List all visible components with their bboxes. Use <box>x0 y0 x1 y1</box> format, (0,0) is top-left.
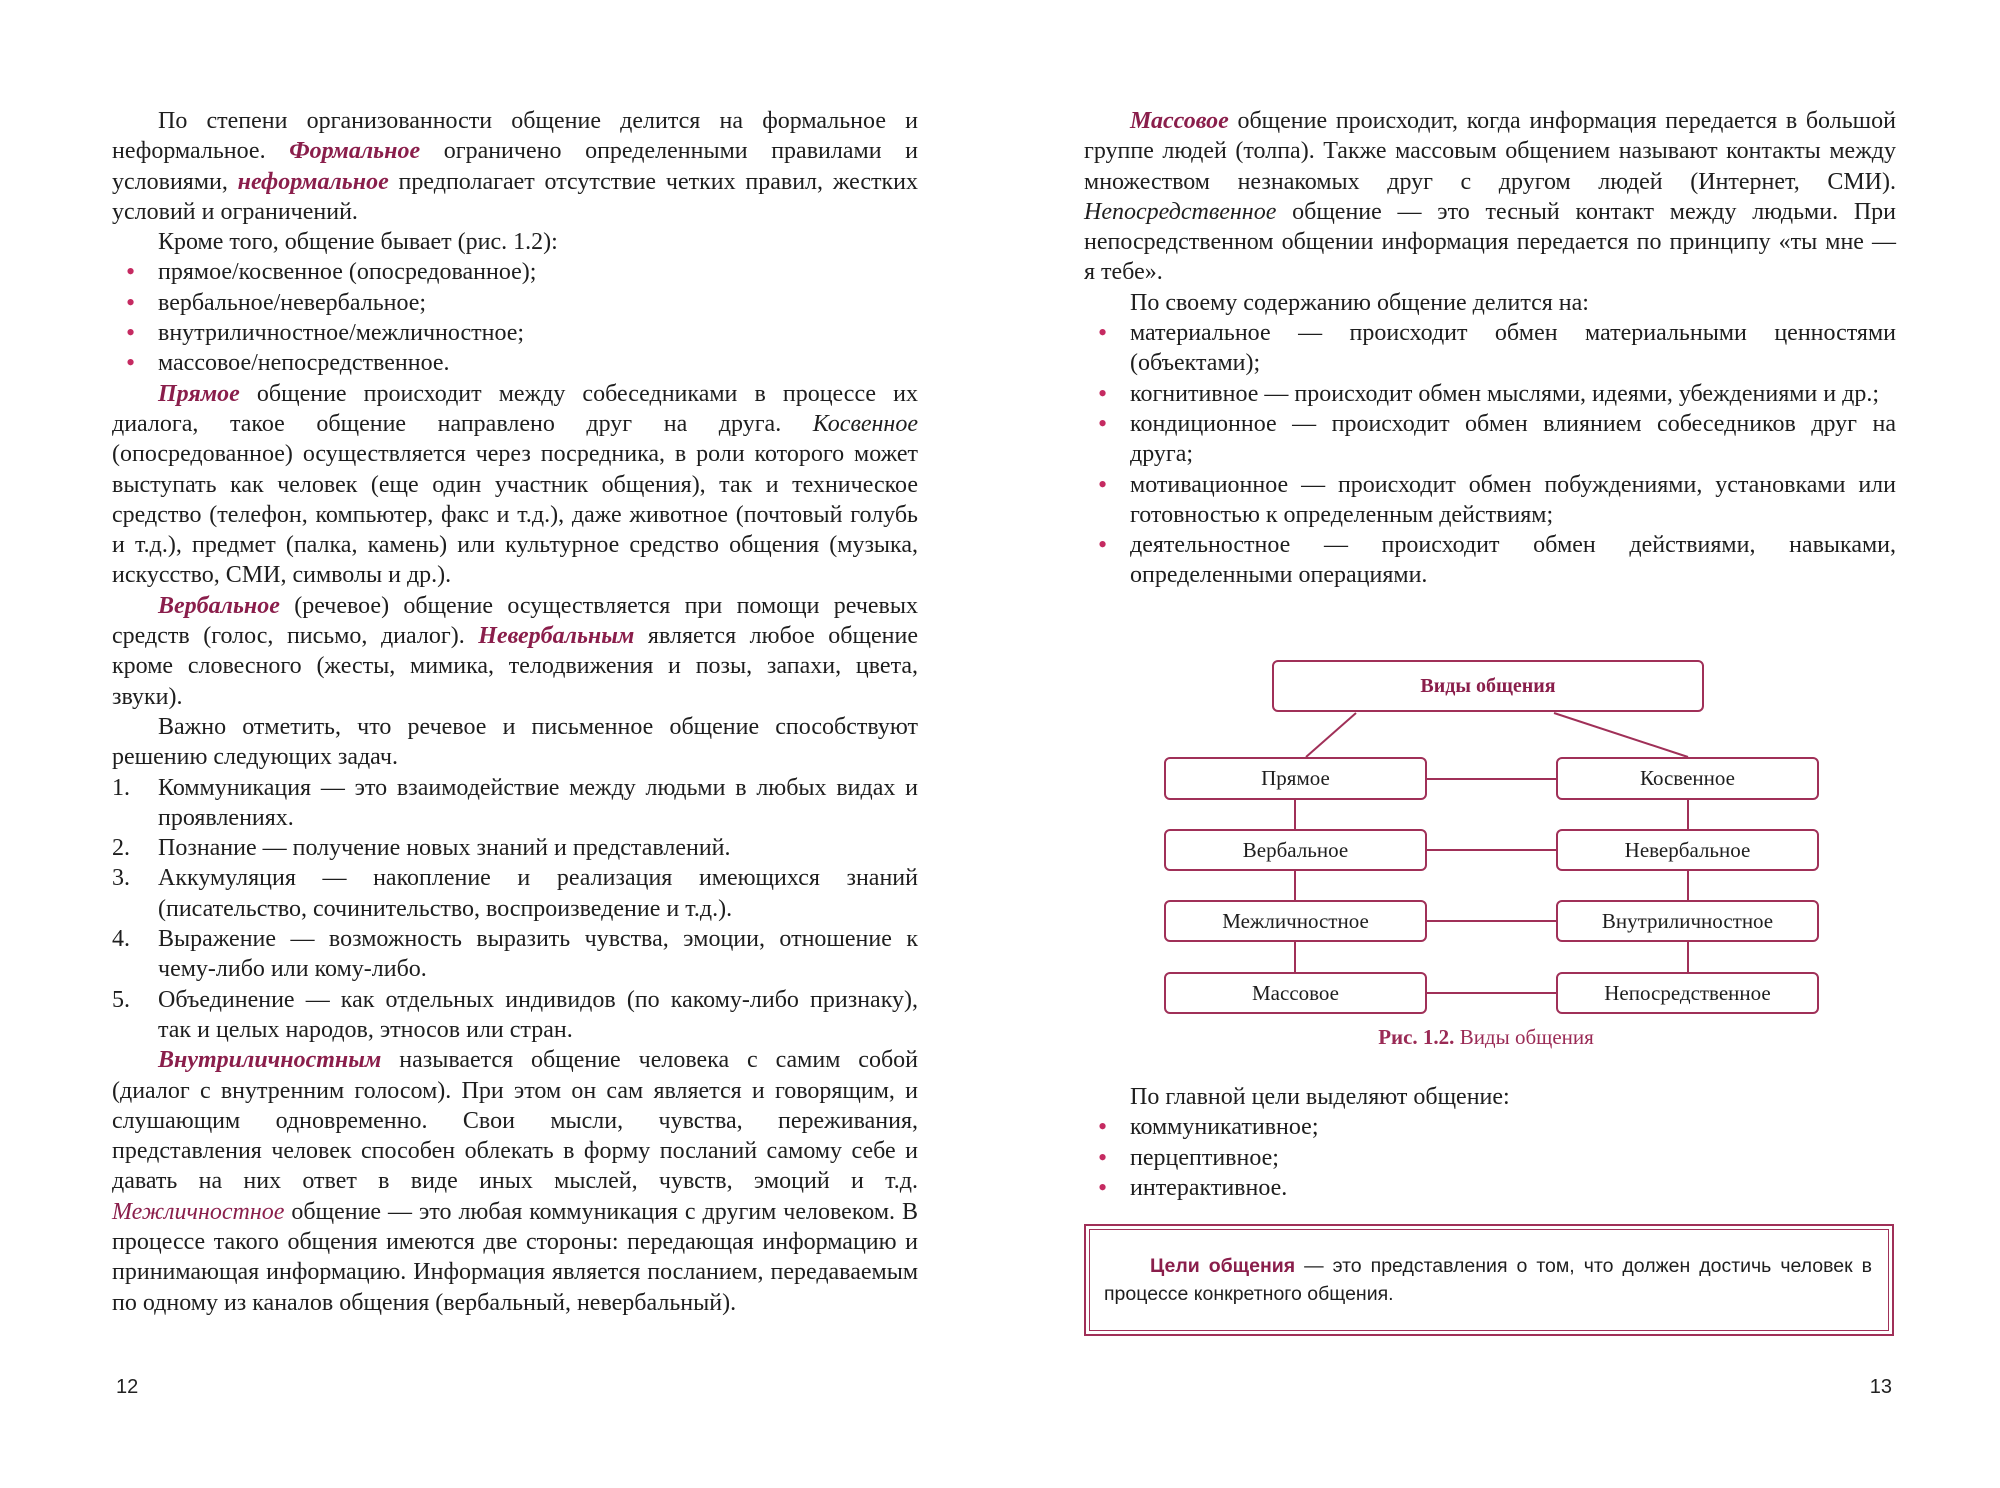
indirect-text: (опосредованное) осуществляется через посредника, в роли которого может выступать как человек (еще один участник общения), так и техническое средство (телефон, компьютер, факс и т.д.), даже животное (почтовый голубь и т.д.), предмет (палка, камень) или культурное средство общения (музыка, искусство, СМИ, символы и др.). <box>112 441 918 589</box>
list-item <box>112 773 918 834</box>
term-formal: Формальное <box>289 138 421 165</box>
list-item <box>112 924 918 985</box>
goal-section <box>1084 1082 1896 1203</box>
diagram-box-verbal: Вербальное <box>1164 829 1427 871</box>
definition-text <box>1089 1229 1889 1331</box>
term-mass: Массовое <box>1130 108 1229 134</box>
list-number: 1. <box>112 774 130 801</box>
tasks-list <box>112 773 918 1046</box>
list-number: 3. <box>112 865 130 892</box>
list-item: • мотивационное — происходит обмен побуждениями, установками или готовностью к определенным действиям; <box>1084 470 1896 531</box>
page-number-right: 13 <box>1869 1376 1892 1398</box>
left-text-column <box>112 106 918 1318</box>
term-interpersonal: Межличностное <box>112 1198 285 1225</box>
intro-text: По степени организованности общение делится на формальное и неформальное. <box>112 108 918 165</box>
list-item <box>112 985 918 1046</box>
direct-text: общение происходит между собеседниками в процессе их диалога, такое общение направлено друг на друга. <box>112 380 918 437</box>
intro-paragraph <box>112 106 918 227</box>
list-item: • вербальное/невербальное; <box>112 288 918 318</box>
page-number-left: 12 <box>116 1376 139 1398</box>
goal-list <box>1084 1112 1896 1203</box>
list-text: Выражение — возможность выразить чувства, эмоции, отношение к чему-либо или кому-либо. <box>158 926 918 983</box>
definition-term: Цели общения <box>1150 1255 1296 1277</box>
intrapersonal-text: называется общение человека с самим собой (диалог с внутренним голосом). При этом он сам является и говорящим, и слушающим одновременно. Свои мысли, чувства, переживания, представления человек способен облекать в форму посланий самому себе и давать на них ответ в виде иных мыслей, чувств, эмоций и т.д. <box>112 1047 918 1195</box>
nonverbal-text: является любое общение кроме словесного (жесты, мимика, телодвижения и позы, запахи, цвета, звуки). <box>112 623 918 710</box>
term-direct: Прямое <box>158 380 240 407</box>
right-page <box>1000 0 2000 1488</box>
direct-paragraph <box>112 379 918 591</box>
term-intrapersonal: Внутриличностным <box>158 1047 382 1074</box>
list-item: • кондиционное — происходит обмен влиянием собеседников друг на друга; <box>1084 409 1896 470</box>
list-item: • коммуникативное; <box>1084 1112 1896 1142</box>
term-indirect: Косвенное <box>812 410 918 437</box>
diagram-box-immediate: Непосредственное <box>1556 972 1819 1014</box>
definition-box <box>1084 1224 1894 1336</box>
immediate-text: общение — это тесный контакт между людьми. При непосредственном общении информация передается по принципу «ты мне — я тебе». <box>1084 198 1896 286</box>
diagram-title-box: Виды общения <box>1272 660 1704 712</box>
right-text-column <box>1084 106 1896 591</box>
mass-text: общение происходит, когда информация передается в большой группе людей (толпа). Также массовым общением называют контакты между множеством незнакомых друг с другом людей (Интернет, СМИ). <box>1084 108 1896 195</box>
list-item: • перцептивное; <box>1084 1143 1896 1173</box>
connector-line <box>1554 713 1688 757</box>
goal-lead: По главной цели выделяют общение: <box>1130 1084 1510 1110</box>
interpersonal-text: общение — это любая коммуникация с другим человеком. В процессе такого общения имеются две стороны: передающая информацию и принимающая информацию. Информация является посланием, передаваемым по одному из каналов общения (вербальный, невербальный). <box>112 1198 918 1316</box>
diagram-box-indirect: Косвенное <box>1556 757 1819 800</box>
list-number: 4. <box>112 926 130 953</box>
figure-caption-label: Рис. 1.2. <box>1378 1025 1455 1049</box>
list-text: Познание — получение новых знаний и представлений. <box>158 835 731 862</box>
list-item: • деятельностное — происходит обмен действиями, навыками, определенными операциями. <box>1084 530 1896 591</box>
term-nonverbal: Невербальным <box>478 623 635 650</box>
term-informal: неформальное <box>237 168 389 195</box>
types-list <box>112 257 918 378</box>
content-list <box>1084 318 1896 591</box>
mass-paragraph <box>1084 106 1896 288</box>
diagram-box-nonverbal: Невербальное <box>1556 829 1819 871</box>
content-lead: По своему содержанию общение делится на: <box>1130 289 1589 316</box>
intro-text-mid: ограничено определенными правилами и условиями, <box>112 138 918 195</box>
diagram-box-direct: Прямое <box>1164 757 1427 800</box>
list-number: 2. <box>112 835 130 862</box>
connector-line <box>1306 713 1356 757</box>
list-item: • внутриличностное/межличностное; <box>112 318 918 348</box>
list-item <box>112 833 918 863</box>
list-text: Коммуникация — это взаимодействие между людьми в любых видах и проявлениях. <box>158 774 918 831</box>
list-item: • интерактивное. <box>1084 1173 1896 1203</box>
diagram-box-intrapersonal: Внутриличностное <box>1556 900 1819 942</box>
list-item: • когнитивное — происходит обмен мыслями, идеями, убеждениями и др.; <box>1084 379 1896 409</box>
list-item: • прямое/косвенное (опосредованное); <box>112 257 918 287</box>
definition-body: — это представления о том, что должен достичь человек в процессе конкретного общения. <box>1104 1255 1872 1305</box>
list-text: Аккумуляция — накопление и реализация имеющихся знаний (писательство, сочинительство, воспроизведение и т.д.). <box>158 865 918 922</box>
tasks-lead: Важно отметить, что речевое и письменное общение способствуют решению следующих задач. <box>112 713 918 771</box>
figure-caption <box>1326 1025 1646 1050</box>
verbal-paragraph <box>112 591 918 712</box>
list-item: • массовое/непосредственное. <box>112 348 918 378</box>
list-item <box>112 863 918 924</box>
list-number: 5. <box>112 986 130 1013</box>
types-lead: Кроме того, общение бывает (рис. 1.2): <box>158 229 558 256</box>
intra-paragraph <box>112 1045 918 1318</box>
diagram-box-interpersonal: Межличностное <box>1164 900 1427 942</box>
intro-text-post: предполагает отсутствие четких правил, жестких условий и ограничений. <box>112 168 918 225</box>
term-immediate: Непосредственное <box>1084 198 1277 225</box>
verbal-text: (речевое) общение осуществляется при помощи речевых средств (голос, письмо, диалог). <box>112 592 918 650</box>
list-text: Объединение — как отдельных индивидов (по какому-либо признаку), так и целых народов, этносов или стран. <box>158 986 918 1043</box>
list-item: • материальное — происходит обмен материальными ценностями (объектами); <box>1084 318 1896 379</box>
term-verbal: Вербальное <box>158 592 280 619</box>
diagram-box-mass: Массовое <box>1164 972 1427 1014</box>
figure-caption-text: Виды общения <box>1454 1025 1594 1049</box>
